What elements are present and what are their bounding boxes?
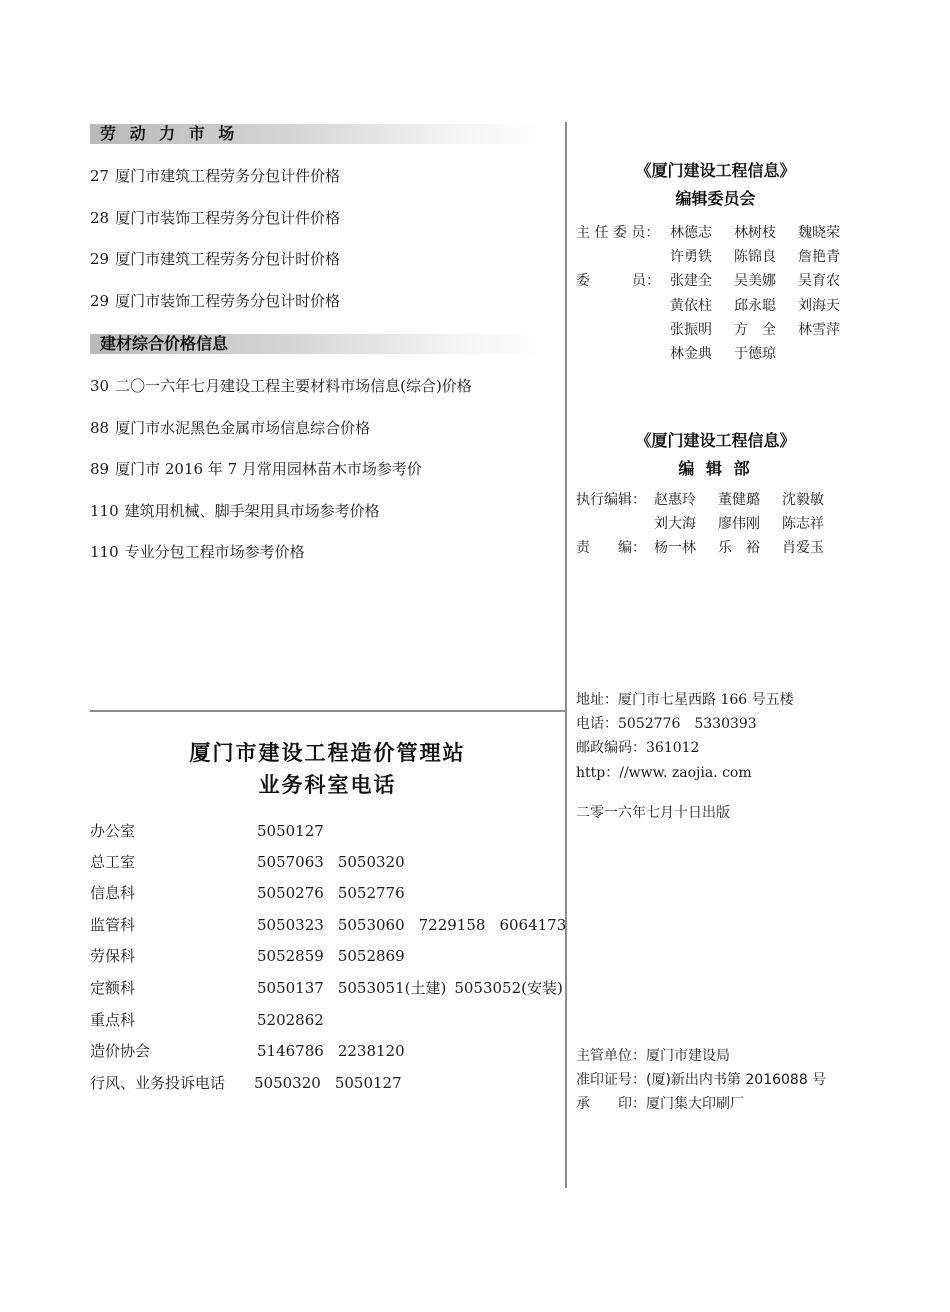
phone-row: 办公室 5050127 — [90, 822, 324, 840]
toc-item: 89 厦门市 2016 年 7 月常用园林苗木市场参考价 — [90, 460, 422, 478]
committee-title: 《厦门建设工程信息》 — [635, 161, 796, 180]
phone-row: 总工室 5057063 5050320 — [90, 853, 405, 871]
column-divider — [565, 122, 567, 1188]
committee-subtitle: 编辑委员会 — [675, 189, 756, 208]
toc-item: 30 二〇一六年七月建设工程主要材料市场信息(综合)价格 — [90, 377, 472, 395]
labor-market-heading-text: 劳 动 力 市 场 — [100, 124, 239, 143]
department-name: 信息科 — [90, 884, 136, 902]
publish-date: 二零一六年七月十日出版 — [576, 805, 730, 821]
materials-heading-text: 建材综合价格信息 — [100, 334, 229, 353]
department-name: 重点科 — [90, 1011, 136, 1029]
department-name: 劳保科 — [90, 947, 136, 965]
department-name: 总工室 — [90, 853, 136, 871]
phone-row: 劳保科 5052859 5052869 — [90, 947, 405, 965]
department-name: 行风、业务投诉电话 — [90, 1074, 226, 1092]
toc-item: 28 厦门市装饰工程劳务分包计件价格 — [90, 209, 341, 227]
department-name: 定额科 — [90, 979, 136, 997]
printer-line: 承 印：厦门集大印刷厂 — [576, 1096, 744, 1112]
authority-line: 主管单位：厦门市建设局 — [576, 1048, 730, 1064]
toc-item: 110 专业分包工程市场参考价格 — [90, 543, 305, 561]
labor-market-heading — [90, 124, 548, 144]
permit-line: 准印证号：(厦)新出内书第 2016088 号 — [576, 1072, 827, 1088]
department-name: 办公室 — [90, 822, 136, 840]
address-line: 地址：厦门市七星西路 166 号五楼 — [576, 692, 794, 708]
department-name: 造价协会 — [90, 1042, 151, 1060]
website-line[interactable]: http：//www. zaojia. com — [576, 765, 752, 781]
phone-row: 造价协会 5146786 2238120 — [90, 1042, 405, 1060]
phone-row: 监管科 5050323 5053060 7229158 6064173 — [90, 916, 567, 934]
phone-row: 信息科 5050276 5052776 — [90, 884, 405, 902]
postcode-line: 邮政编码：361012 — [576, 740, 700, 756]
materials-heading — [90, 334, 548, 354]
phone-line: 电话：5052776 5330393 — [576, 716, 757, 732]
editorial-dept-subtitle: 编 辑 部 — [678, 459, 753, 478]
editorial-dept-title: 《厦门建设工程信息》 — [635, 431, 796, 450]
toc-item: 29 厦门市装饰工程劳务分包计时价格 — [90, 292, 341, 310]
phone-directory-title: 厦门市建设工程造价管理站 — [189, 741, 466, 765]
phone-row: 定额科 5050137 5053051(土建) 5053052(安装) — [90, 979, 563, 997]
department-name: 监管科 — [90, 916, 136, 934]
toc-item: 27 厦门市建筑工程劳务分包计件价格 — [90, 167, 341, 185]
section-divider — [90, 710, 565, 712]
phone-directory-subtitle: 业务科室电话 — [258, 773, 397, 797]
toc-item: 29 厦门市建筑工程劳务分包计时价格 — [90, 250, 341, 268]
phone-row: 行风、业务投诉电话 5050320 5050127 — [90, 1074, 402, 1092]
toc-item: 110 建筑用机械、脚手架用具市场参考价格 — [90, 502, 380, 520]
toc-item: 88 厦门市水泥黑色金属市场信息综合价格 — [90, 419, 371, 437]
phone-row: 重点科 5202862 — [90, 1011, 324, 1029]
